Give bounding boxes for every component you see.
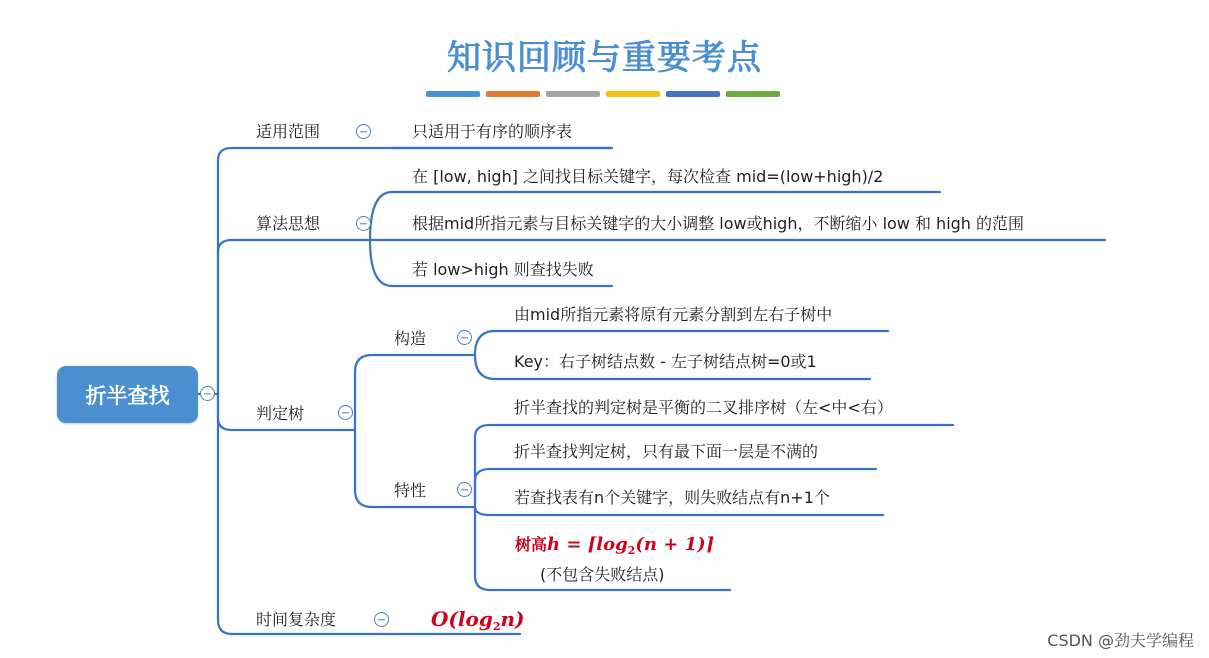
collapse-complexity-icon[interactable] [374,612,389,627]
tree-height-lhs: h [547,534,561,555]
tree-height-sub: 2 [627,544,636,557]
construct-item-2[interactable]: Key：右子树结点数 - 左子树结点树=0或1 [514,352,817,371]
complexity-a: O(log [431,607,493,631]
tree-height-rest: (n + 1)⌉ [635,534,715,555]
complexity-sub: 2 [492,620,501,633]
root-node[interactable]: 折半查找 [57,366,198,423]
complexity-formula[interactable] [431,607,524,633]
tree-construct[interactable]: 构造 [394,329,427,348]
tree-height-formula[interactable] [515,532,714,557]
collapse-tree-icon[interactable] [338,405,353,420]
tree-property[interactable]: 特性 [394,481,427,500]
collapse-scope-icon[interactable] [356,124,371,139]
idea-item-1[interactable]: 在 [low, high] 之间找目标关键字，每次检查 mid=(low+high)/2 [412,167,884,186]
tree-height-note: (不包含失败结点) [540,565,665,584]
watermark: CSDN @劲夫学编程 [1047,631,1194,650]
property-item-2[interactable]: 折半查找判定树，只有最下面一层是不满的 [514,442,819,461]
collapse-root-icon[interactable] [200,386,215,401]
tree-height-eq: = ⌈log [560,534,628,555]
property-item-3[interactable]: 若查找表有n个关键字，则失败结点有n+1个 [514,488,830,507]
scope-item-1[interactable]: 只适用于有序的顺序表 [412,122,573,141]
complexity-b: n) [500,607,525,631]
collapse-idea-icon[interactable] [356,216,371,231]
branch-complexity[interactable]: 时间复杂度 [256,610,337,629]
collapse-construct-icon[interactable] [457,330,472,345]
branch-scope[interactable]: 适用范围 [256,122,321,141]
page-title: 知识回顾与重要考点 [447,38,762,78]
property-item-1[interactable]: 折半查找的判定树是平衡的二叉排序树（左<中<右） [514,398,893,417]
branch-tree[interactable]: 判定树 [256,404,305,423]
idea-item-3[interactable]: 若 low>high 则查找失败 [412,260,594,279]
tree-height-label: 树高 [515,535,548,554]
idea-item-2[interactable]: 根据mid所指元素与目标关键字的大小调整 low或high，不断缩小 low 和 high 的范围 [412,214,1025,233]
construct-item-1[interactable]: 由mid所指元素将原有元素分割到左右子树中 [514,305,833,324]
collapse-property-icon[interactable] [457,482,472,497]
branch-idea[interactable]: 算法思想 [256,214,321,233]
